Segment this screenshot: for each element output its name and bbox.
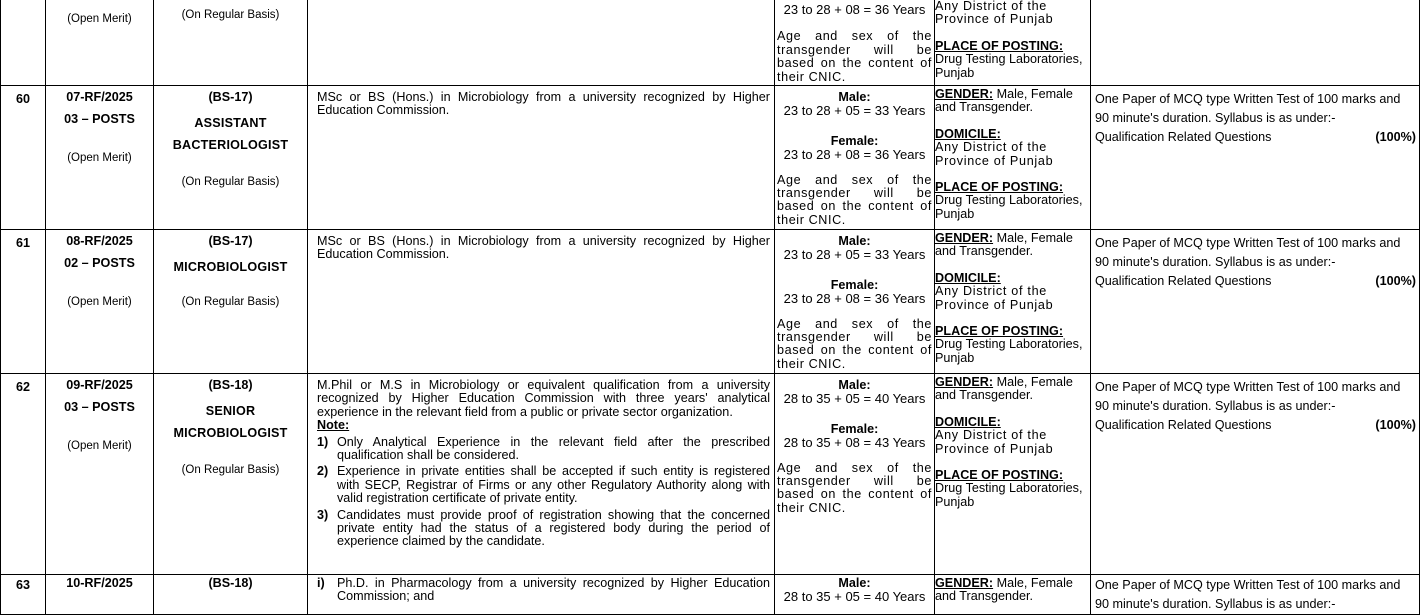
qualification-text: M.Phil or M.S in Microbiology or equivalent qualification from a university recognized by Higher Education Commission with three years' analytical experience in the relevant field from a public or private sector organization. bbox=[317, 378, 770, 419]
post-title-line: MICROBIOLOGIST bbox=[173, 426, 288, 441]
female-age-label: Female: bbox=[830, 133, 879, 148]
age-note: Age and sex of the transgender will be based on the content of their CNIC. bbox=[777, 316, 932, 371]
table-row bbox=[1, 230, 1420, 374]
post-title-line: SENIOR bbox=[205, 404, 256, 419]
post-title-line: ASSISTANT bbox=[194, 116, 267, 131]
serial-number: 63 bbox=[15, 578, 30, 592]
male-age-value: 23 to 28 + 05 = 33 Years bbox=[783, 247, 926, 263]
qualification-cell bbox=[308, 374, 775, 575]
female-age-value: 23 to 28 + 08 = 36 Years bbox=[783, 291, 926, 307]
domicile-heading: DOMICILE: bbox=[935, 126, 1001, 141]
note-text: Experience in private entities shall be accepted if such entity is registered with SECP, Registrar of Firms or any other Regulatory Authority along with valid registration certificate of private entity. bbox=[337, 464, 770, 506]
post-title-line: BACTERIOLOGIST bbox=[172, 138, 289, 153]
eligibility-cell bbox=[935, 230, 1091, 374]
syllabus-weight: (100%) bbox=[1375, 274, 1416, 288]
age-cell bbox=[775, 230, 935, 374]
basis-label: (On Regular Basis) bbox=[181, 296, 280, 309]
test-cell bbox=[1091, 230, 1420, 374]
case-cell bbox=[46, 374, 154, 575]
note-text: Only Analytical Experience in the relevant field after the prescribed qualification shall be considered. bbox=[337, 434, 770, 463]
qualification-cell bbox=[308, 86, 775, 230]
case-cell bbox=[46, 86, 154, 230]
gender-line bbox=[935, 376, 1090, 403]
serial-cell bbox=[1, 86, 46, 230]
grade-label: (BS-17) bbox=[208, 234, 253, 248]
test-text: One Paper of MCQ type Written Test of 100 marks and 90 minute's duration. Syllabus is as under:- bbox=[1095, 578, 1401, 611]
note-marker: 3) bbox=[317, 507, 329, 522]
note-item bbox=[317, 509, 770, 549]
female-age-value: 28 to 35 + 08 = 43 Years bbox=[783, 435, 926, 451]
basis-label: (On Regular Basis) bbox=[181, 176, 280, 189]
case-cell bbox=[46, 575, 154, 615]
female-age-value: 23 to 28 + 08 = 36 Years bbox=[783, 147, 926, 163]
posting-text: Drug Testing Laboratories, Punjab bbox=[935, 193, 1083, 221]
age-note: Age and sex of the transgender will be based on the content of their CNIC. bbox=[777, 29, 932, 84]
gender-text: Male, Female and Transgender. bbox=[935, 375, 1073, 403]
male-age-label: Male: bbox=[838, 90, 871, 104]
age-cell bbox=[775, 575, 935, 615]
test-description bbox=[1091, 230, 1419, 291]
note-label: Note: bbox=[317, 418, 350, 433]
posting-text: Drug Testing Laboratories, Punjab bbox=[935, 52, 1083, 80]
qualification-item bbox=[317, 577, 770, 604]
test-cell bbox=[1091, 374, 1420, 575]
domicile-text: Any District of the Province of Punjab bbox=[935, 284, 1054, 312]
posting-heading: PLACE OF POSTING: bbox=[935, 38, 1064, 53]
test-cell bbox=[1091, 575, 1420, 615]
male-age-value: 28 to 35 + 05 = 40 Years bbox=[783, 391, 926, 407]
gender-heading: GENDER: bbox=[935, 375, 994, 389]
note-marker: 1) bbox=[317, 434, 329, 449]
posting-heading: PLACE OF POSTING: bbox=[935, 324, 1064, 339]
qualification-cell bbox=[308, 575, 775, 615]
syllabus-weight: (100%) bbox=[1375, 130, 1416, 144]
gender-line bbox=[935, 232, 1090, 259]
qualification-cell bbox=[308, 0, 775, 86]
gender-text: Male, Female and Transgender. bbox=[935, 576, 1073, 604]
age-cell bbox=[775, 0, 935, 86]
syllabus-item: Qualification Related Questions bbox=[1095, 274, 1272, 288]
male-age-label: Male: bbox=[838, 378, 871, 392]
serial-number: 62 bbox=[15, 380, 30, 394]
serial-cell bbox=[1, 374, 46, 575]
eligibility-cell bbox=[935, 374, 1091, 575]
test-text: One Paper of MCQ type Written Test of 100 marks and 90 minute's duration. Syllabus is as under:- bbox=[1095, 236, 1401, 269]
age-cell bbox=[775, 86, 935, 230]
domicile-text: Any District of the Province of Punjab bbox=[935, 140, 1054, 168]
female-age-label: Female: bbox=[830, 421, 879, 436]
syllabus-item: Qualification Related Questions bbox=[1095, 418, 1272, 432]
case-cell bbox=[46, 0, 154, 86]
gender-line bbox=[935, 88, 1090, 115]
case-number: 09-RF/2025 bbox=[66, 378, 133, 392]
eligibility-cell bbox=[935, 0, 1091, 86]
note-item bbox=[317, 436, 770, 463]
grade-label: (BS-17) bbox=[208, 90, 253, 104]
qualification-text: MSc or BS (Hons.) in Microbiology from a university recognized by Higher Education Commission. bbox=[317, 90, 770, 118]
qualification-marker: i) bbox=[317, 576, 325, 590]
post-cell bbox=[154, 230, 308, 374]
posting-text: Drug Testing Laboratories, Punjab bbox=[935, 481, 1083, 509]
gender-line bbox=[935, 577, 1090, 604]
case-cell bbox=[46, 230, 154, 374]
eligibility-cell bbox=[935, 86, 1091, 230]
test-cell bbox=[1091, 86, 1420, 230]
posting-heading: PLACE OF POSTING: bbox=[935, 180, 1064, 195]
posts-count: 03 – POSTS bbox=[64, 400, 135, 415]
table-row bbox=[1, 575, 1420, 615]
male-age-value: 28 to 35 + 05 = 40 Years bbox=[783, 589, 926, 605]
domicile-heading: DOMICILE: bbox=[935, 270, 1001, 285]
post-cell bbox=[154, 0, 308, 86]
male-age-value: 23 to 28 + 05 = 33 Years bbox=[783, 103, 926, 119]
merit-label: (Open Merit) bbox=[67, 151, 132, 164]
merit-label: (Open Merit) bbox=[67, 13, 132, 25]
qualification-text: MSc or BS (Hons.) in Microbiology from a university recognized by Higher Education Commission. bbox=[317, 234, 770, 262]
merit-label: (Open Merit) bbox=[67, 439, 132, 452]
gender-heading: GENDER: bbox=[935, 87, 994, 101]
table-row bbox=[1, 374, 1420, 575]
case-number: 08-RF/2025 bbox=[66, 234, 133, 248]
post-cell bbox=[154, 575, 308, 615]
post-title: MICROBIOLOGIST bbox=[173, 260, 288, 275]
age-note: Age and sex of the transgender will be based on the content of their CNIC. bbox=[777, 172, 932, 227]
qualification-cell bbox=[308, 230, 775, 374]
age-cell bbox=[775, 374, 935, 575]
serial-number: 60 bbox=[15, 92, 30, 106]
posting-heading: PLACE OF POSTING: bbox=[935, 468, 1064, 483]
female-age-value: 23 to 28 + 08 = 36 Years bbox=[783, 2, 926, 17]
syllabus-row bbox=[1095, 128, 1416, 147]
gender-text: Male, Female and Transgender. bbox=[935, 231, 1073, 259]
test-cell bbox=[1091, 0, 1420, 86]
grade-label: (BS-18) bbox=[208, 378, 253, 392]
domicile-text: Any District of the Province of Punjab bbox=[935, 428, 1054, 456]
domicile-heading: DOMICILE: bbox=[935, 414, 1001, 429]
posting-text: Drug Testing Laboratories, Punjab bbox=[935, 337, 1083, 365]
male-age-label: Male: bbox=[838, 576, 871, 590]
female-age-label: Female: bbox=[830, 277, 879, 292]
serial-number: 61 bbox=[15, 236, 30, 250]
note-text: Candidates must provide proof of registration showing that the concerned private entity had the status of a registered body during the period of experience claimed by the candidate. bbox=[337, 507, 770, 549]
posts-count: 02 – POSTS bbox=[64, 256, 135, 271]
post-title bbox=[154, 112, 307, 156]
note-marker: 2) bbox=[317, 464, 329, 479]
serial-cell bbox=[1, 575, 46, 615]
test-text: One Paper of MCQ type Written Test of 100 marks and 90 minute's duration. Syllabus is as under:- bbox=[1095, 92, 1401, 125]
table-row bbox=[1, 86, 1420, 230]
table-row bbox=[1, 0, 1420, 86]
posts-count: 03 – POSTS bbox=[64, 112, 135, 127]
qualification-text: Ph.D. in Pharmacology from a university recognized by Higher Education Commission; and bbox=[337, 576, 770, 604]
post-title bbox=[154, 400, 307, 444]
gender-heading: GENDER: bbox=[935, 576, 994, 590]
note-item bbox=[317, 465, 770, 505]
serial-cell bbox=[1, 230, 46, 374]
syllabus-row bbox=[1095, 416, 1416, 435]
domicile-text: Any District of the Province of Punjab bbox=[935, 0, 1054, 27]
case-number: 07-RF/2025 bbox=[66, 90, 133, 104]
male-age-label: Male: bbox=[838, 234, 871, 248]
syllabus-item: Qualification Related Questions bbox=[1095, 130, 1272, 144]
syllabus-row bbox=[1095, 272, 1416, 291]
merit-label: (Open Merit) bbox=[67, 295, 132, 308]
eligibility-cell bbox=[935, 575, 1091, 615]
serial-cell bbox=[1, 0, 46, 86]
gender-text: Male, Female and Transgender. bbox=[935, 87, 1073, 115]
test-description bbox=[1091, 575, 1419, 614]
post-cell bbox=[154, 86, 308, 230]
basis-label: (On Regular Basis) bbox=[181, 9, 280, 21]
syllabus-weight: (100%) bbox=[1375, 418, 1416, 432]
test-text: One Paper of MCQ type Written Test of 100 marks and 90 minute's duration. Syllabus is as under:- bbox=[1095, 380, 1401, 413]
case-number: 10-RF/2025 bbox=[66, 576, 133, 590]
grade-label: (BS-18) bbox=[208, 576, 253, 590]
post-cell bbox=[154, 374, 308, 575]
age-note: Age and sex of the transgender will be based on the content of their CNIC. bbox=[777, 460, 932, 515]
test-description bbox=[1091, 374, 1419, 435]
basis-label: (On Regular Basis) bbox=[181, 464, 280, 477]
gender-heading: GENDER: bbox=[935, 231, 994, 245]
test-description bbox=[1091, 86, 1419, 147]
